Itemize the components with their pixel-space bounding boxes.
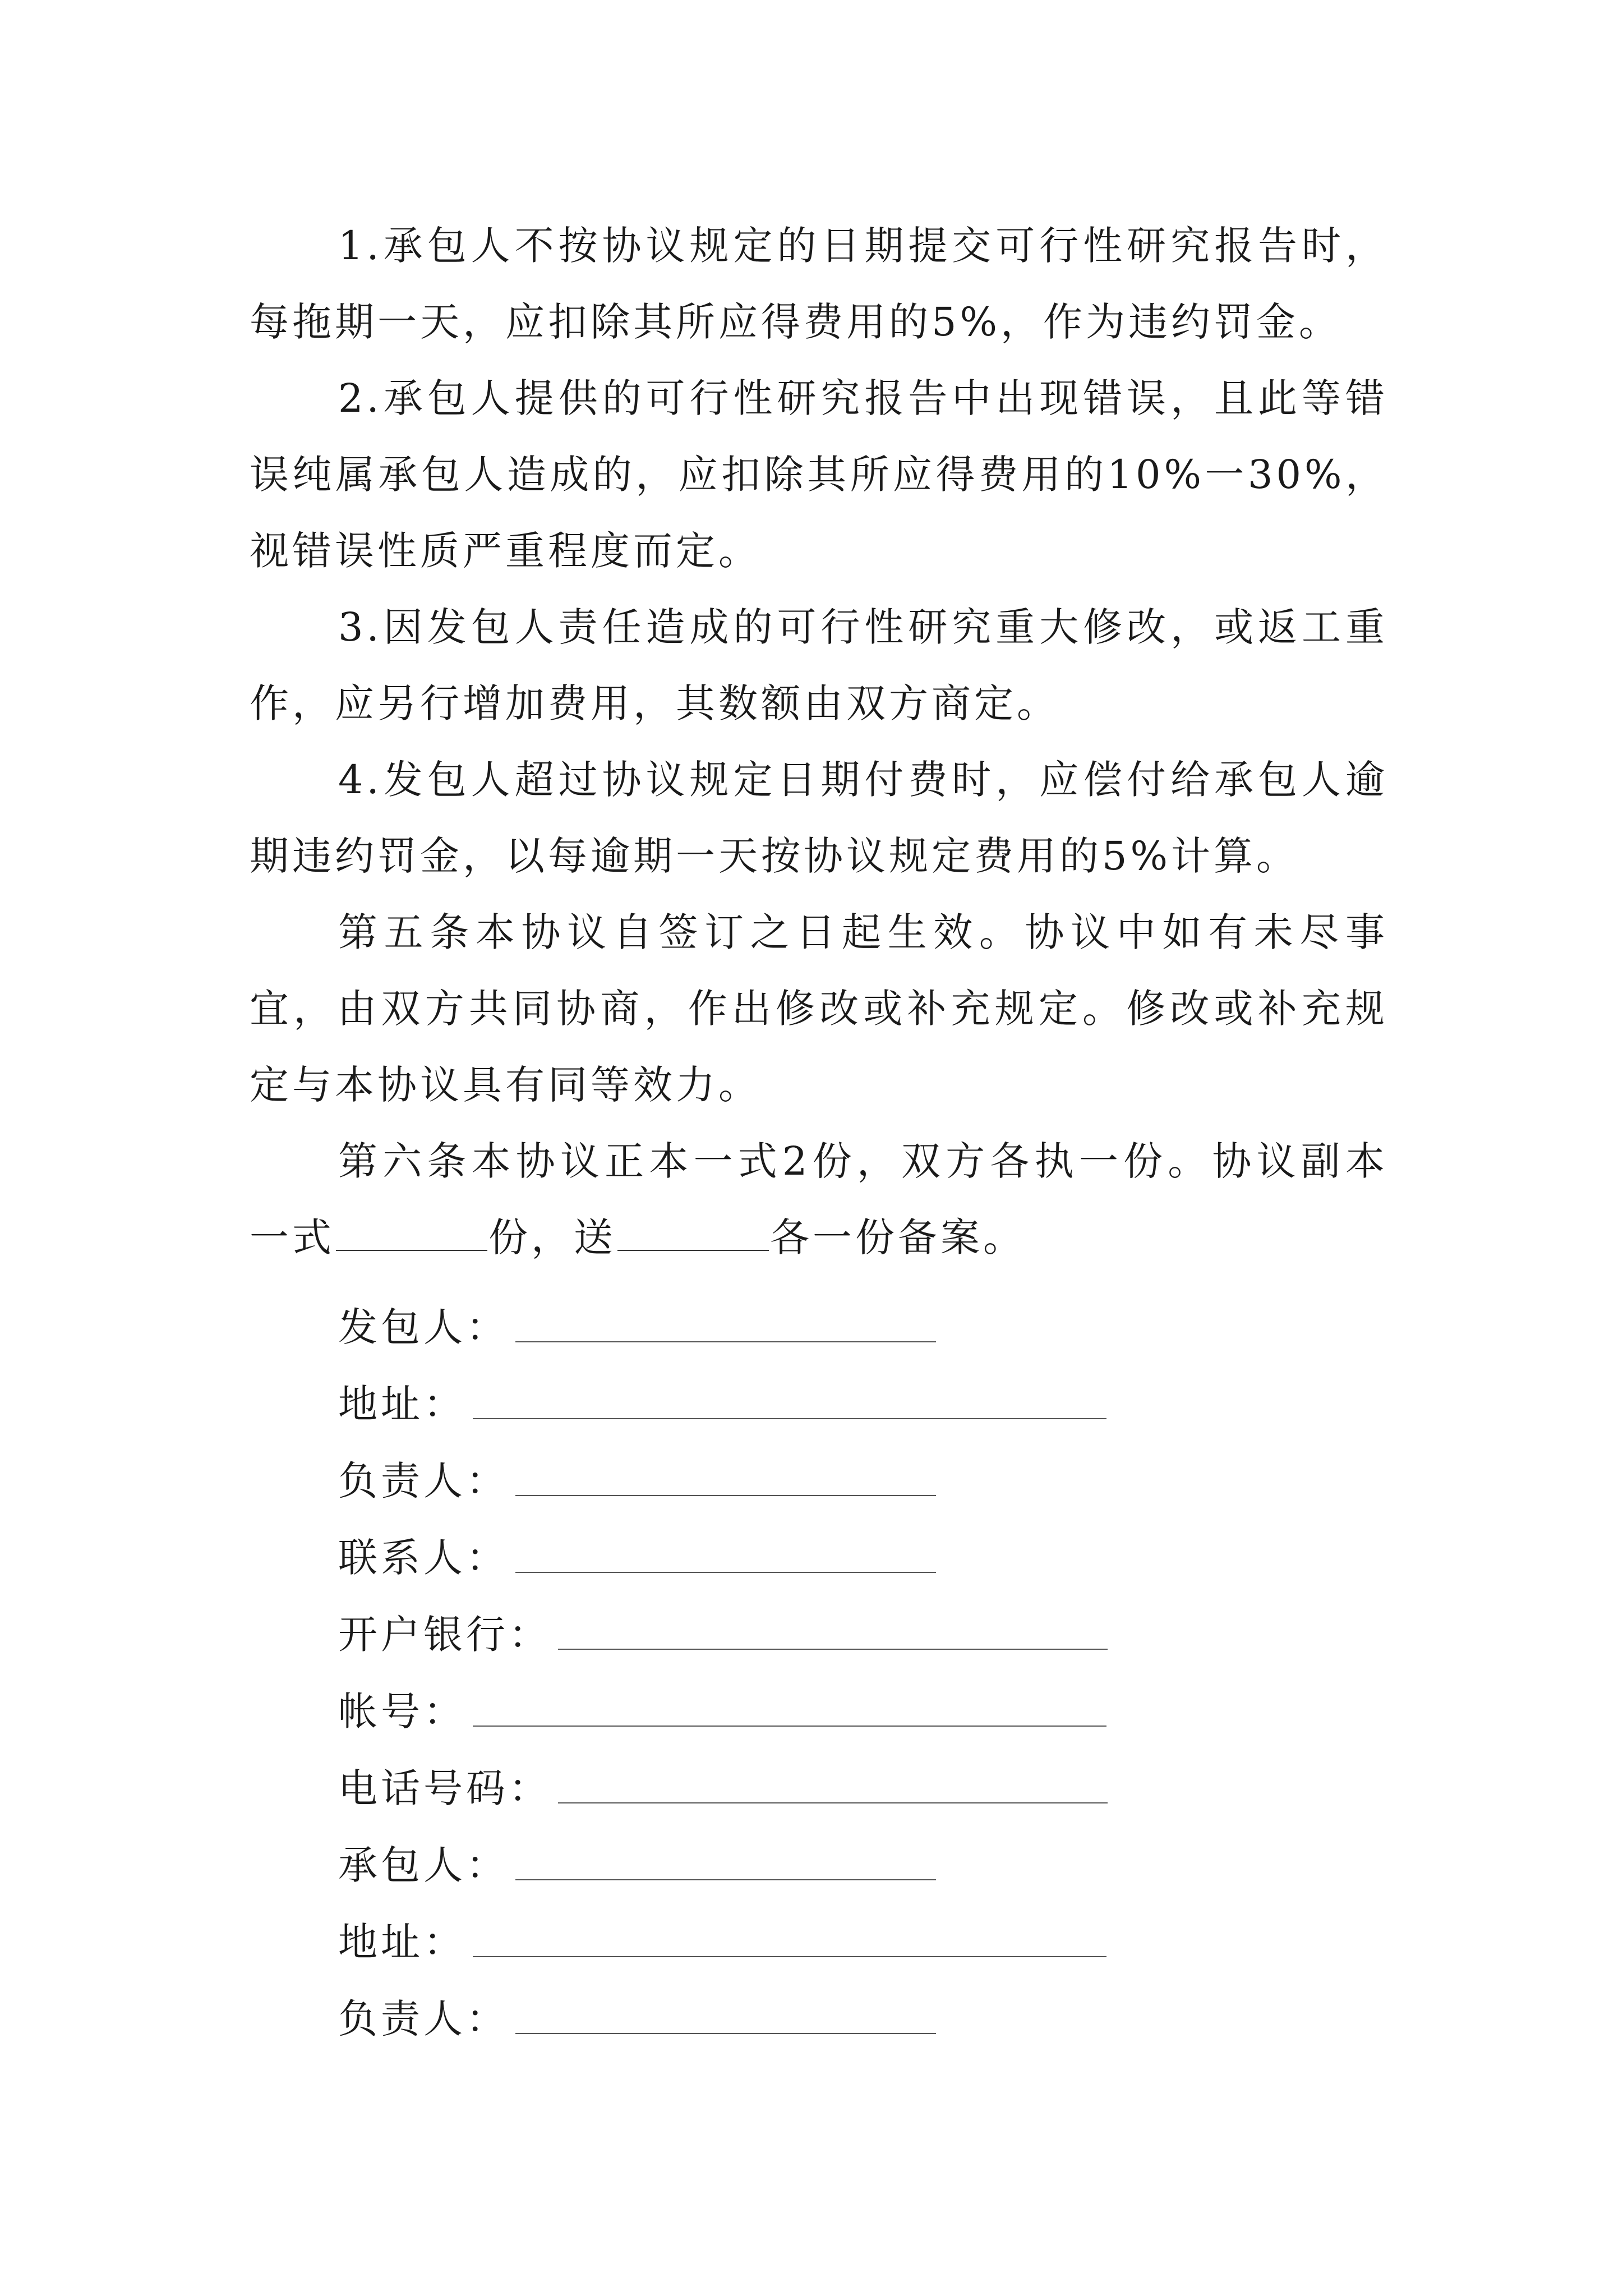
field-label: 负责人： [338,1996,509,2042]
paragraph-rework-costs: 3.因发包人责任造成的可行性研究重大修改，或返工重作，应另行增加费用，其数额由双方商定。 [250,604,1388,726]
field-employer-bank [250,1583,1388,1660]
employer-contact-blank[interactable] [515,1538,936,1573]
field-label: 地址： [338,1381,466,1427]
employer-address-blank[interactable] [473,1384,1106,1419]
employer-blank[interactable] [515,1308,936,1342]
field-label: 承包人： [338,1842,509,1888]
employer-bank-blank[interactable] [558,1615,1108,1650]
field-label: 地址： [338,1919,466,1965]
recipient-blank[interactable] [617,1216,769,1251]
copies-count-blank[interactable] [336,1216,487,1251]
contractor-address-blank[interactable] [473,1922,1106,1957]
signature-fields [250,1276,1388,2044]
employer-account-blank[interactable] [473,1692,1106,1727]
paragraph-late-payment: 4.发包人超过协议规定日期付费时，应偿付给承包人逾期违约罚金，以每逾期一天按协议规定费用的5%计算。 [250,757,1388,879]
article-six-text-2: 份，送 [488,1214,616,1260]
field-label: 发包人： [338,1304,509,1350]
paragraph-article-six [250,1123,1388,1276]
field-label: 开户银行： [338,1612,551,1658]
contractor-responsible-blank[interactable] [515,1999,936,2034]
field-employer-account [250,1660,1388,1737]
field-label: 负责人： [338,1458,509,1504]
contractor-blank[interactable] [515,1846,936,1880]
field-employer-address [250,1352,1388,1429]
article-six-text-1: 第六条本协议正本一式2份，双方各执一份。协议副本一式 [250,1138,1388,1260]
field-employer [250,1276,1388,1352]
field-employer-contact [250,1506,1388,1583]
employer-responsible-blank[interactable] [515,1461,936,1496]
field-employer-phone [250,1737,1388,1814]
field-label: 帐号： [338,1688,466,1734]
field-contractor-address [250,1890,1388,1967]
field-contractor [250,1814,1388,1890]
paragraph-report-errors: 2.承包人提供的可行性研究报告中出现错误，且此等错误纯属承包人造成的，应扣除其所应得费用的10%一30%，视错误性质严重程度而定。 [250,375,1388,574]
field-label: 联系人： [338,1535,509,1581]
article-six-text-3: 各一份备案。 [770,1214,1026,1260]
field-employer-responsible [250,1429,1388,1506]
paragraph-article-five: 第五条本协议自签订之日起生效。协议中如有未尽事宜，由双方共同协商，作出修改或补充规定。修改或补充规定与本协议具有同等效力。 [250,909,1388,1108]
paragraph-late-submission: 1.承包人不按协议规定的日期提交可行性研究报告时，每拖期一天，应扣除其所应得费用的5%，作为违约罚金。 [250,223,1388,345]
employer-phone-blank[interactable] [558,1769,1108,1803]
field-label: 电话号码： [338,1765,551,1811]
field-contractor-responsible [250,1967,1388,2044]
document-body [250,208,1388,2044]
